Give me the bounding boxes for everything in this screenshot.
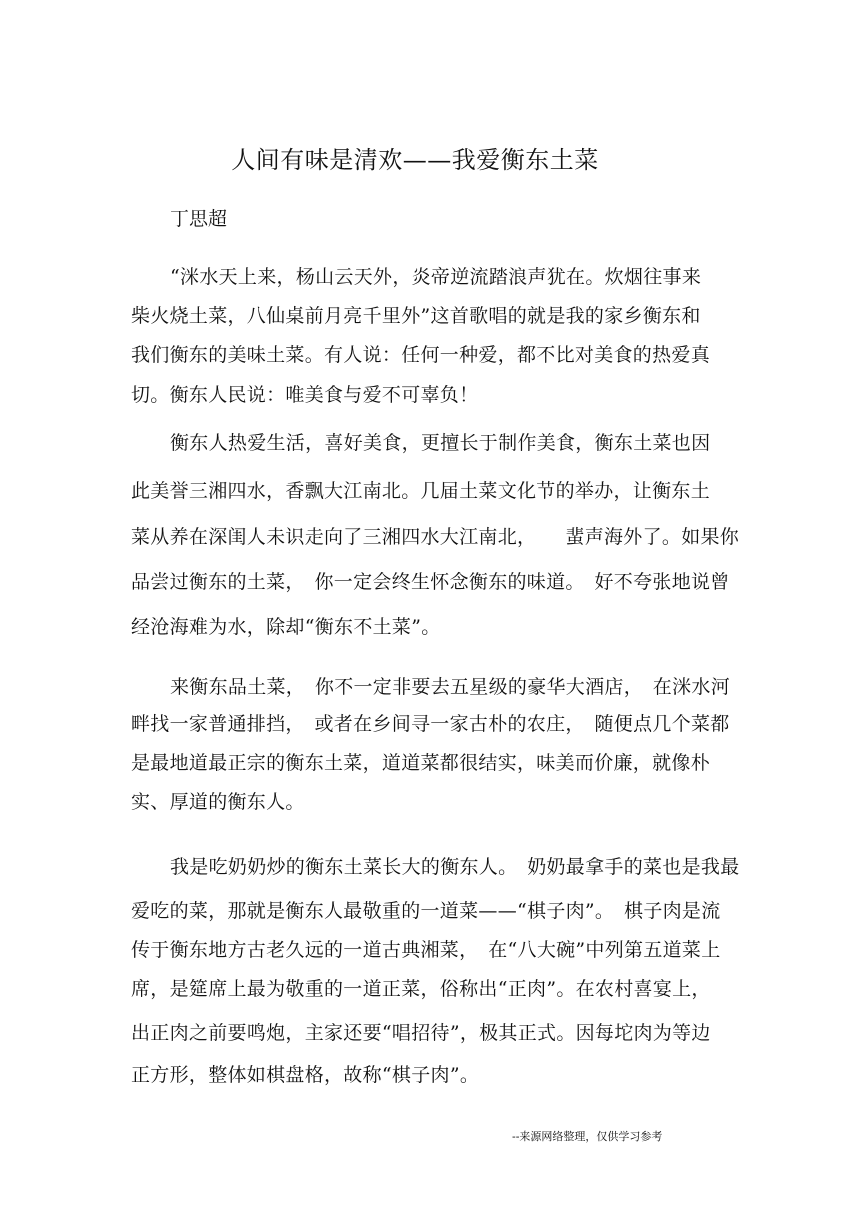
paragraph-3-line-2: 畔找一家普通排挡， 或者在乡间寻一家古朴的农庄， 随便点几个菜都 xyxy=(131,713,730,735)
document-title: 人间有味是清欢——我爱衡东土菜 xyxy=(231,146,599,174)
paragraph-1-line-3: 我们衡东的美味土菜。有人说：任何一种爱，都不比对美食的热爱真 xyxy=(131,344,711,366)
paragraph-2-line-2: 此美誉三湘四水，香飘大江南北。几届土菜文化节的举办，让衡东土 xyxy=(131,480,711,502)
paragraph-4-line-1: 我是吃奶奶炒的衡东土菜长大的衡东人。 奶奶最拿手的菜也是我最 xyxy=(170,856,740,878)
paragraph-2-line-4: 品尝过衡东的土菜， 你一定会终生怀念衡东的味道。 好不夸张地说曾 xyxy=(131,571,730,593)
paragraph-4-line-6: 正方形，整体如棋盘格，故称“棋子肉”。 xyxy=(131,1064,480,1086)
paragraph-1-line-1: “洣水天上来，杨山云天外，炎帝逆流踏浪声犹在。炊烟往事来 xyxy=(170,266,702,288)
paragraph-2-line-1: 衡东人热爱生活，喜好美食，更擅长于制作美食，衡东土菜也因 xyxy=(170,432,711,454)
author-name: 丁思超 xyxy=(170,208,228,230)
paragraph-2-line-5: 经沧海难为水，除却“衡东不土菜”。 xyxy=(131,616,441,638)
paragraph-3-line-1: 来衡东品土菜， 你不一定非要去五星级的豪华大酒店， 在洣水河 xyxy=(170,676,731,698)
source-footer: --来源网络整理，仅供学习参考 xyxy=(512,1130,663,1143)
paragraph-4-line-4: 席，是筵席上最为敬重的一道正菜，俗称出“正肉”。在农村喜宴上， xyxy=(131,978,711,1000)
paragraph-2-line-3: 菜从养在深闺人未识走向了三湘四水大江南北， 蜚声海外了。如果你 xyxy=(131,526,740,548)
paragraph-4-line-3: 传于衡东地方古老久远的一道古典湘菜， 在“八大碗”中列第五道菜上 xyxy=(131,939,721,961)
paragraph-3-line-3: 是最地道最正宗的衡东土菜，道道菜都很结实，味美而价廉，就像朴 xyxy=(131,752,711,774)
paragraph-1-line-4: 切。衡东人民说：唯美食与爱不可辜负！ xyxy=(131,384,479,406)
paragraph-4-line-5: 出正肉之前要鸣炮，主家还要“唱招待”，极其正式。因每坨肉为等边 xyxy=(131,1022,711,1044)
paragraph-4-line-2: 爱吃的菜，那就是衡东人最敬重的一道菜——“棋子肉”。 棋子肉是流 xyxy=(131,900,721,922)
paragraph-3-line-4: 实、厚道的衡东人。 xyxy=(131,791,305,813)
paragraph-1-line-2: 柴火烧土菜，八仙桌前月亮千里外”这首歌唱的就是我的家乡衡东和 xyxy=(131,305,701,327)
